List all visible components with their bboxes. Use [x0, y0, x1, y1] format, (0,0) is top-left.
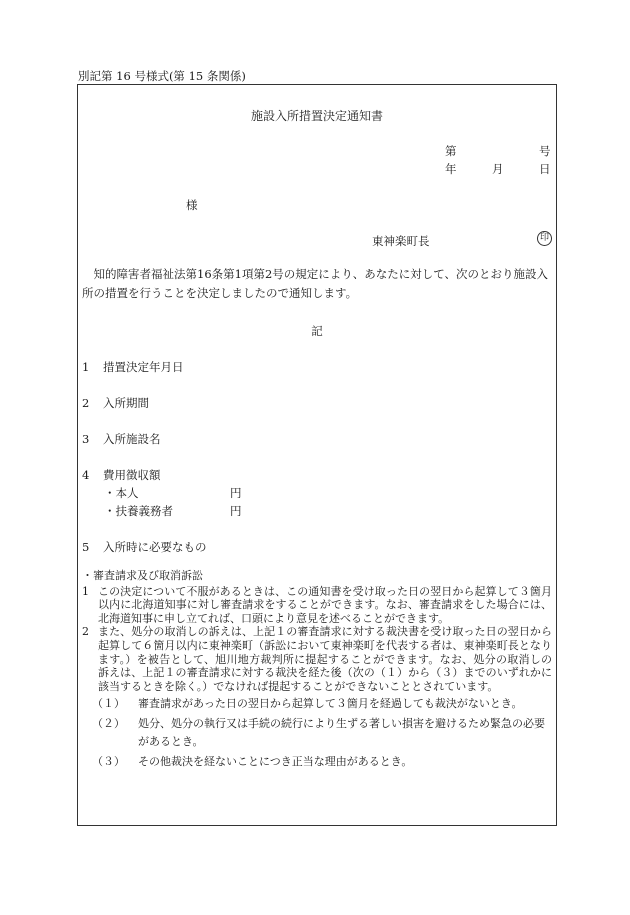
- sub-number: （２）: [92, 717, 125, 731]
- number-label-dai: 第: [445, 144, 457, 158]
- item-label: 入所期間: [102, 396, 149, 410]
- note-number: 1: [82, 584, 89, 598]
- fee-label-self: ・本人: [104, 486, 139, 500]
- item-3: [82, 431, 160, 447]
- item-label: 入所時に必要なもの: [102, 540, 207, 554]
- notice-frame: [77, 84, 557, 826]
- item-label: 措置決定年月日: [102, 360, 184, 374]
- sub-text: その他裁決を経ないことにつき正当な理由があるとき。: [138, 755, 413, 769]
- number-label-go: 号: [539, 144, 551, 158]
- item-number: 4: [82, 468, 90, 482]
- form-caption: 別記第 16 号様式(第 15 条関係): [78, 69, 246, 83]
- date-year-label: 年: [445, 162, 457, 176]
- note-number: 2: [82, 625, 89, 639]
- fee-unit-guardian: 円: [230, 504, 242, 518]
- note-paragraph-2: [82, 625, 552, 693]
- sub-text: 処分、処分の執行又は手続の続行により生ずる著しい損害を避けるため緊急の必要があるとき。: [138, 717, 545, 749]
- notice-body: 知的障害者福祉法第16条第1項第2号の規定により、あなたに対して、次のとおり施設入所の措置を行うことを決定しましたので通知します。: [82, 267, 549, 300]
- seal-icon: 印: [537, 231, 552, 246]
- item-number: 2: [82, 396, 90, 410]
- sub-text: 審査請求があった日の翌日から起算して３箇月を経過しても裁決がないとき。: [138, 697, 523, 711]
- item-5: [82, 539, 206, 555]
- item-label: 入所施設名: [102, 432, 161, 446]
- note-sub-1: [82, 695, 552, 713]
- fee-unit-self: 円: [230, 486, 242, 500]
- issuer-name: 東神楽町長: [372, 234, 430, 248]
- fee-label-guardian: ・扶養義務者: [104, 504, 173, 518]
- addressee-suffix: 様: [186, 198, 198, 212]
- note-text: この決定について不服があるときは、この通知書を受け取った日の翌日から起算して３箇月以内に北海道知事に対し審査請求をすることができます。なお、審査請求をした場合には、北海道知事に申し立てれば、口頭により意見を述べることができます。: [98, 584, 552, 625]
- item-2: [82, 395, 149, 411]
- document-title: 施設入所措置決定通知書: [250, 109, 383, 123]
- item-number: 3: [82, 432, 90, 446]
- note-sub-2: [82, 715, 552, 751]
- note-sub-3: [82, 753, 552, 771]
- appeal-notes: [82, 569, 552, 771]
- note-paragraph-1: [82, 585, 552, 626]
- item-number: 5: [82, 540, 90, 554]
- sub-number: （３）: [92, 755, 125, 769]
- date-day-label: 日: [539, 162, 551, 176]
- item-4: [82, 467, 160, 483]
- date-month-label: 月: [492, 162, 504, 176]
- notes-heading: ・審査請求及び取消訴訟: [82, 569, 203, 582]
- note-text: また、処分の取消しの訴えは、上記１の審査請求に対する裁決書を受け取った日の翌日から起算して６箇月以内に東神楽町（訴訟において東神楽町を代表する者は、東神楽町長となります。）を被告として、旭川地方裁判所に提起することができます。なお、処分の取消しの訴えは、上記１の審査請求に対する裁決を経た後（次の（１）から（３）までのいずれかに該当するときを除く。）でなければ提起することができないこととされています。: [98, 625, 552, 693]
- item-1: [82, 359, 183, 375]
- item-label: 費用徴収額: [102, 468, 161, 482]
- ki-heading: 記: [311, 324, 323, 338]
- item-number: 1: [82, 360, 90, 374]
- sub-number: （１）: [92, 697, 125, 711]
